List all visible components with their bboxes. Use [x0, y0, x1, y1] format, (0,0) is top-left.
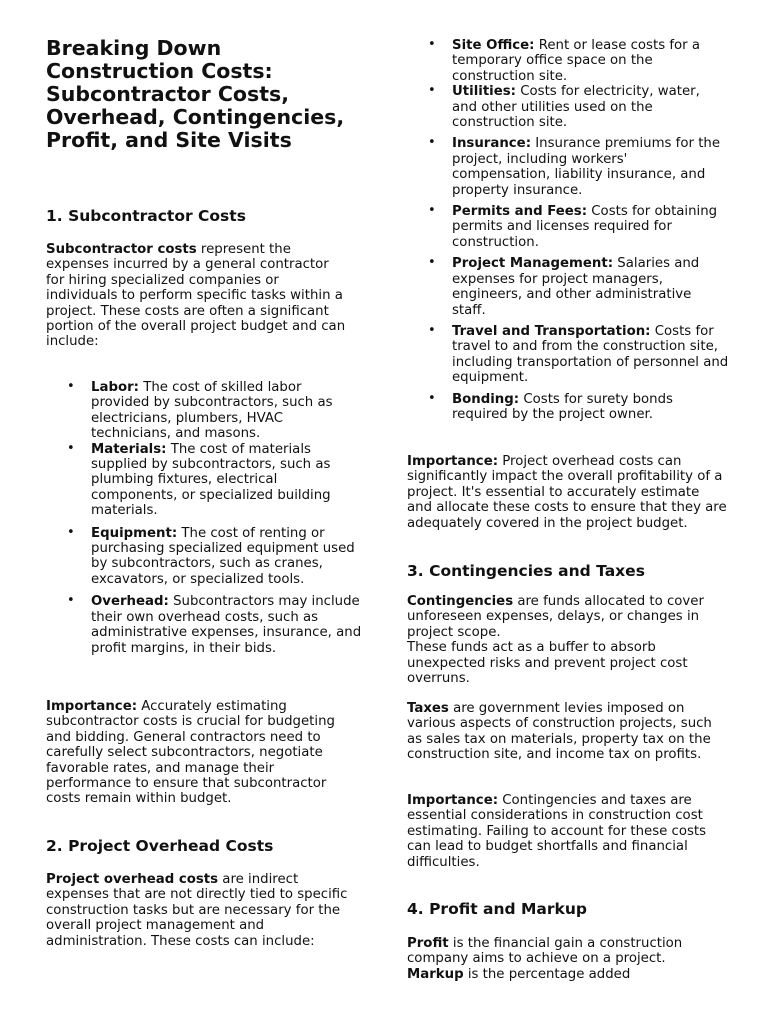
markup-term: Markup — [407, 966, 464, 982]
list-item-text: Costs for travel to and from the construction site, including transportation of personnel and equipment. — [452, 323, 729, 386]
list-item-text: Salaries and expenses for project managers, engineers, and other administrative staff. — [452, 256, 700, 318]
bullet-icon: • — [428, 83, 436, 99]
importance-label: Importance: — [407, 454, 499, 469]
bullet-icon: • — [428, 37, 436, 52]
list-item — [46, 526, 362, 588]
list-item — [46, 442, 362, 519]
taxes-text: are government levies imposed on various aspects of construction projects, such as sales tax on materials, property tax on the construction site, and income tax on profits. — [407, 701, 712, 763]
bullet-icon: • — [428, 203, 436, 219]
bullet-icon: • — [67, 593, 75, 609]
contingencies-text: are funds allocated to cover unforeseen expenses, delays, or changes in project scope. These funds act as a buffer to absorb unexpected risks and prevent project cost overruns. — [407, 594, 704, 687]
list-item-label: Utilities: — [452, 84, 516, 100]
list-item-label: Site Office: — [452, 38, 535, 53]
overhead-intro-text: are indirect expenses that are not directly tied to specific construction tasks but are necessary for the overall project management and administration. These costs can include: — [46, 872, 348, 949]
list-item-text: The cost of materials supplied by subcontractors, such as plumbing fixtures, electrical components, or specialized building materials. — [91, 441, 331, 519]
taxes-paragraph — [407, 701, 725, 763]
subcontractor-importance — [46, 699, 356, 807]
list-item — [46, 380, 362, 442]
overhead-intro-term: Project overhead costs — [46, 872, 219, 887]
bullet-icon: • — [67, 379, 75, 394]
profit-text: is the financial gain a construction company aims to achieve on a project. — [407, 936, 683, 967]
section-heading-overhead: 2. Project Overhead Costs — [46, 837, 274, 855]
list-item — [46, 594, 362, 656]
bullet-icon: • — [428, 135, 436, 151]
contingencies-paragraph — [407, 594, 717, 686]
list-item-label: Permits and Fees: — [452, 204, 588, 220]
list-item-text: Rent or lease costs for a temporary office space on the construction site. — [452, 38, 701, 84]
list-item-text: The cost of skilled labor provided by subcontractors, such as electricians, plumbers, HVAC technicians, and masons. — [91, 380, 333, 442]
list-item-label: Bonding: — [452, 391, 520, 407]
list-item-text: Costs for electricity, water, and other utilities used on the construction site. — [452, 84, 700, 131]
overhead-cost-list — [407, 38, 729, 422]
document-title: Breaking Down Construction Costs: Subcontractor Costs, Overhead, Contingencies, Profit, and Site Visits — [46, 36, 345, 152]
list-item-text: Insurance premiums for the project, including workers' compensation, liability insurance, and property insurance. — [452, 136, 721, 198]
list-item — [407, 84, 729, 130]
profit-term: Profit — [407, 936, 449, 951]
importance-text: Project overhead costs can significantly impact the overall profitability of a project. It's essential to accurately estimate and allocate these costs to ensure that they are adequately covered in the project budget. — [407, 454, 727, 531]
taxes-term: Taxes — [407, 701, 449, 716]
section-heading-profit: 4. Profit and Markup — [407, 900, 587, 918]
bullet-icon: • — [428, 255, 436, 271]
list-item — [407, 256, 729, 318]
list-item-text: Costs for surety bonds required by the project owner. — [452, 391, 673, 422]
contingencies-importance — [407, 793, 713, 870]
importance-label: Importance: — [46, 699, 138, 714]
list-item — [407, 324, 729, 386]
list-item-text: The cost of renting or purchasing specialized equipment used by subcontractors, such as cranes, excavators, or specialized tools. — [91, 525, 355, 587]
list-item-label: Overhead: — [91, 594, 169, 610]
subcontractor-intro — [46, 242, 346, 350]
subcontractor-intro-term: Subcontractor costs — [46, 242, 197, 257]
list-item — [407, 204, 729, 250]
list-item-text: Subcontractors may include their own overhead costs, such as administrative expenses, insurance, and profit margins, in their bids. — [91, 594, 362, 656]
list-item — [407, 38, 729, 84]
subcontractor-cost-list — [46, 380, 362, 656]
list-item-label: Insurance: — [452, 136, 532, 152]
bullet-icon: • — [67, 524, 75, 540]
bullet-icon: • — [428, 390, 436, 406]
importance-label: Importance: — [407, 793, 499, 808]
list-item-label: Materials: — [91, 441, 167, 457]
importance-text: Accurately estimating subcontractor costs is crucial for budgeting and bidding. General contractors need to carefully select subcontractors, negotiate favorable rates, and manage their performance to ensure that subcontractor costs remain within budget. — [46, 699, 335, 807]
list-item-text: Costs for obtaining permits and licenses required for construction. — [452, 204, 718, 250]
list-item-label: Project Management: — [452, 256, 614, 272]
overhead-importance — [407, 454, 727, 531]
section-heading-subcontractor: 1. Subcontractor Costs — [46, 207, 246, 225]
subcontractor-intro-text: represent the expenses incurred by a general contractor for hiring specialized companies or individuals to perform specific tasks within a project. These costs are often a significant portion of the overall project budget and can include: — [46, 242, 346, 350]
list-item — [407, 392, 729, 423]
overhead-intro — [46, 872, 358, 949]
markup-text: is the percentage added — [463, 966, 631, 982]
section-heading-contingencies: 3. Contingencies and Taxes — [407, 562, 645, 580]
bullet-icon: • — [67, 440, 75, 456]
contingencies-term: Contingencies — [407, 594, 514, 609]
list-item-label: Equipment: — [91, 525, 178, 541]
list-item-label: Travel and Transportation: — [452, 323, 651, 339]
list-item — [407, 136, 729, 198]
bullet-icon: • — [428, 322, 436, 338]
importance-text: Contingencies and taxes are essential considerations in construction cost estimating. Failing to account for these costs can lead to budget shortfalls and financial difficulties. — [407, 793, 707, 870]
profit-paragraph — [407, 936, 725, 982]
list-item-label: Labor: — [91, 380, 139, 395]
